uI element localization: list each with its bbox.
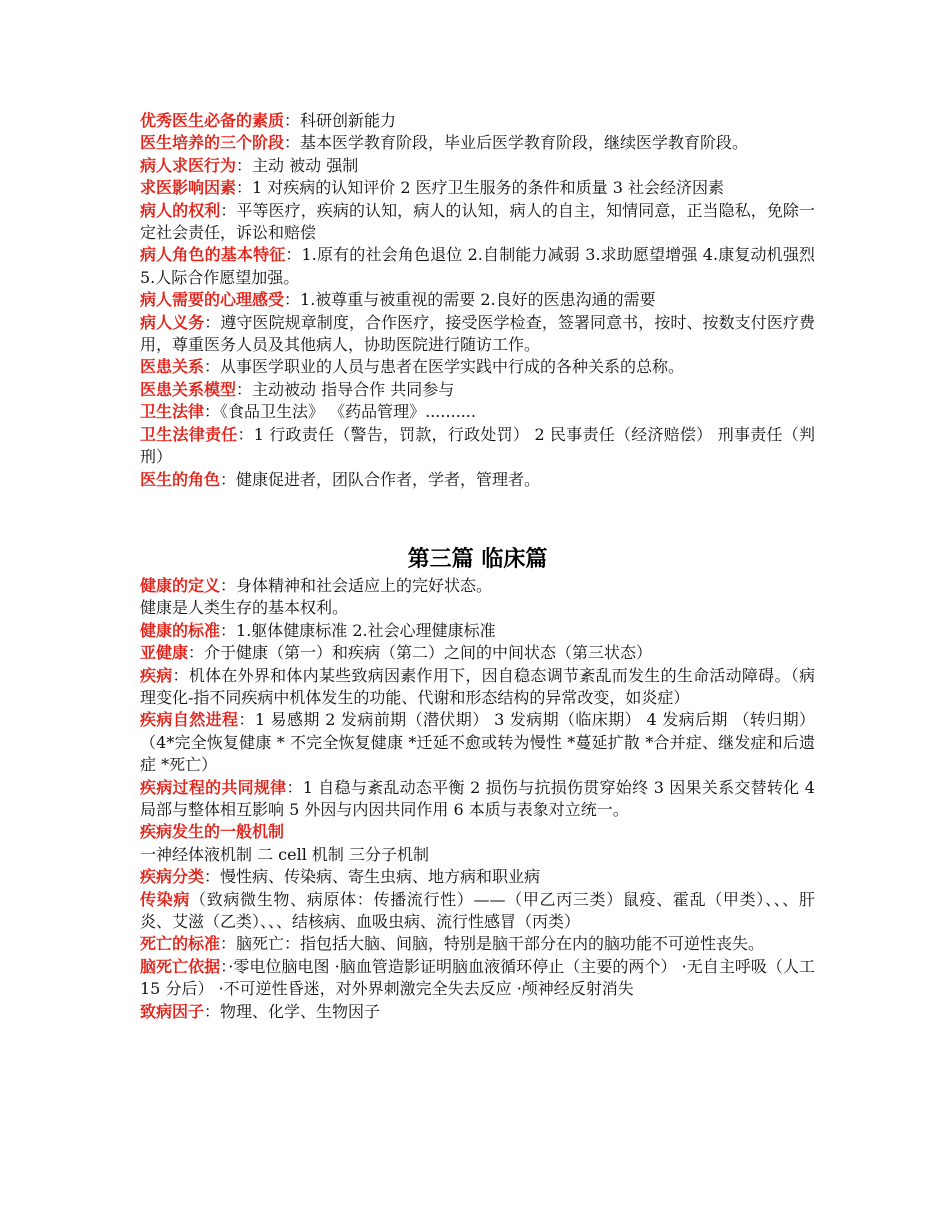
term-label: 亚健康 [140, 643, 189, 663]
entry-health-law [140, 401, 815, 423]
entry-text: ：脑死亡：指包括大脑、间脑，特别是脑干部分在内的脑功能不可逆性丧失。 [220, 934, 765, 954]
entry-text: ：1.原有的社会角色退位 2.自制能力减弱 3.求助愿望增强 4.康复动机强烈 5.人际合作愿望加强。 [140, 245, 815, 287]
entry-doctor-training-stages [140, 132, 815, 154]
entry-text: ：1 对疾病的认知评价 2 医疗卫生服务的条件和质量 3 社会经济因素 [236, 178, 724, 198]
entry-doctor-qualities [140, 110, 815, 132]
entry-text: ：科研创新能力 [284, 111, 397, 130]
term-label: 死亡的标准 [140, 934, 221, 954]
term-label: 传染病 [140, 889, 191, 909]
entry-text: ：机体在外界和体内某些致病因素作用下，因自稳态调节紊乱而发生的生命活动障碍。（病理变化-指不同疾病中机体发生的功能、代谢和形态结构的异常改变，如炎症） [140, 665, 815, 707]
term-label: 病人的权利 [140, 200, 221, 220]
term-label: 疾病 [140, 665, 173, 685]
entry-doctor-roles [140, 469, 815, 491]
term-label: 病人求医行为 [140, 155, 237, 175]
entry-disease-mechanism [140, 821, 815, 843]
entry-patient-role-features [140, 244, 815, 289]
section-spacer [140, 491, 815, 541]
entry-text: ：主动 被动 强制 [236, 155, 359, 175]
entry-text: 健康是人类生存的基本权利。 [140, 598, 349, 618]
entry-relation-models [140, 379, 815, 401]
entry-text: ：介于健康（第一）和疾病（第二）之间的中间状态（第三状态） [188, 643, 653, 663]
entry-disease-common-laws [140, 777, 815, 822]
entry-patient-rights [140, 200, 815, 245]
term-label: 求医影响因素 [140, 178, 237, 198]
entry-text: ：1.躯体健康标准 2.社会心理健康标准 [220, 620, 496, 640]
entry-infectious-disease [140, 889, 815, 934]
term-label: 疾病自然进程 [140, 710, 239, 730]
entry-doctor-patient-relation [140, 356, 815, 378]
term-label: 卫生法律责任 [140, 424, 238, 444]
entry-text: ：平等医疗，疾病的认知，病人的认知，病人的自主，知情同意，正当隐私，免除一定社会责任，诉讼和赔偿 [140, 200, 815, 243]
term-label: 病人角色的基本特征 [140, 245, 286, 265]
entry-text: ：健康促进者，团队合作者，学者，管理者。 [220, 469, 541, 489]
entry-text: ：主动被动 指导合作 共同参与 [236, 379, 455, 399]
entry-text: ：1 行政责任（警告，罚款，行政处罚） 2 民事责任（经济赔偿） 刑事责任（判刑） [140, 424, 815, 467]
entry-text: ：物理、化学、生物因子 [204, 1001, 381, 1021]
term-label: 健康的标准 [140, 620, 221, 640]
entry-brain-death-criteria [140, 956, 815, 1001]
section-medical-ethics [140, 110, 815, 491]
term-label: 卫生法律 [140, 402, 205, 422]
entry-text: （致病微生物、病原体：传播流行性）——（甲乙丙三类）鼠疫、霍乱（甲类）、、、肝炎、艾滋（乙类）、、、结核病、血吸虫病、流行性感冒（丙类） [140, 889, 815, 931]
entry-patient-obligations [140, 312, 815, 357]
term-label: 健康的定义 [140, 575, 221, 595]
document-page [140, 110, 815, 1023]
section-heading: 第三篇 临床篇 [407, 546, 548, 572]
entry-sub-health [140, 642, 815, 664]
entry-disease [140, 665, 815, 710]
term-label: 病人义务 [140, 312, 205, 332]
entry-care-seeking-behavior [140, 155, 815, 177]
term-label: 优秀医生必备的素质 [140, 111, 285, 130]
entry-text: ：从事医学职业的人员与患者在医学实践中行成的各种关系的总称。 [204, 357, 685, 377]
term-label: 医生的角色 [140, 469, 221, 489]
entry-text: ：1 易感期 2 发病前期（潜伏期） 3 发病期（临床期） 4 发病后期 （转归期）（4*完全恢复健康 * 不完全恢复健康 *迁延不愈或转为慢性 *蔓延扩散 *合并症、继发症和后遗症 *死亡） [140, 710, 815, 775]
entry-text: ：1.被尊重与被重视的需要 2.良好的医患沟通的需要 [284, 290, 656, 310]
entry-text: ：身体精神和社会适应上的完好状态。 [220, 575, 493, 595]
entry-text: ：《食品卫生法》 《药品管理》.......... [204, 402, 476, 422]
entry-text: ：遵守医院规章制度，合作医疗，接受医学检查，签署同意书，按时、按数支付医疗费用，尊重医务人员及其他病人，协助医院进行随访工作。 [140, 312, 815, 355]
section-clinical [140, 575, 815, 1023]
term-label: 疾病发生的一般机制 [140, 822, 285, 842]
term-label: 疾病过程的共同规律 [140, 777, 287, 797]
entry-care-seeking-factors [140, 177, 815, 199]
entry-health-law-liability [140, 424, 815, 469]
term-label: 医患关系模型 [140, 379, 237, 399]
entry-death-standard [140, 933, 815, 955]
term-label: 病人需要的心理感受 [140, 290, 285, 310]
entry-text: ：1 自稳与紊乱动态平衡 2 损伤与抗损伤贯穿始终 3 因果关系交替转化 4 局部与整体相互影响 5 外因与内因共同作用 6 本质与表象对立统一。 [140, 777, 815, 819]
entry-mechanism-list [140, 844, 815, 866]
entry-pathogenic-factors [140, 1001, 815, 1023]
entry-text: ：基本医学教育阶段，毕业后医学教育阶段，继续医学教育阶段。 [284, 133, 749, 153]
term-label: 医生培养的三个阶段 [140, 133, 285, 153]
entry-health-definition [140, 575, 815, 597]
term-label: 疾病分类 [140, 867, 205, 887]
entry-health-standards [140, 620, 815, 642]
entry-health-right [140, 597, 815, 619]
term-label: 脑死亡依据 [140, 956, 221, 976]
entry-text: 一神经体液机制 二 cell 机制 三分子机制 [140, 844, 430, 864]
entry-disease-classification [140, 866, 815, 888]
entry-disease-natural-course [140, 709, 815, 776]
entry-patient-psych-needs [140, 289, 815, 311]
term-label: 致病因子 [140, 1001, 205, 1021]
term-label: 医患关系 [140, 357, 205, 377]
entry-text: ：慢性病、传染病、寄生虫病、地方病和职业病 [204, 867, 541, 887]
entry-text: ：·零电位脑电图 ·脑血管造影证明脑血液循环停止（主要的两个） ·无自主呼吸（人工 15 分后） ·不可逆性昏迷，对外界刺激完全失去反应 ·颅神经反射消失 [140, 956, 815, 999]
